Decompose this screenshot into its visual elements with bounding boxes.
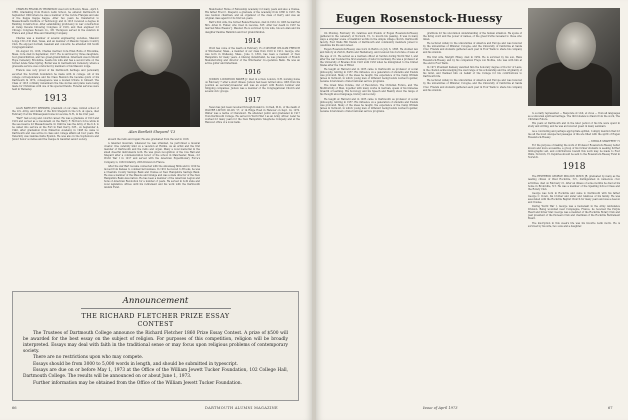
announcement-paragraph: Essays are due on or before May 1, 1973 at the Office of the William Jewett Tucker Foundation, 102 College Hall, Dartmouth College. The results will be announced on or about June 1, 1973. xyxy=(23,368,288,380)
announcement-body xyxy=(13,328,298,387)
article-paragraph: His first wife, Margrit Hüssy, died in 1959. He is survived by his son, Hans Rosenstock-Huessy, and by his companion Freya von Moltke, who was with him at the end in Four Wells. xyxy=(423,55,522,65)
obituary-paragraph: The inscription in this week's life was his favorite Latin motto. He is survived by his wife, two sons and a daughter. xyxy=(528,221,620,228)
right-column-a xyxy=(320,32,418,400)
class-year-1917: 1917 xyxy=(244,96,261,105)
announcement-label: Announcement xyxy=(122,296,189,306)
title-rule xyxy=(320,28,522,29)
article-title: Eugen Rosenstock-Huessy xyxy=(335,12,503,25)
left-column-3 xyxy=(205,8,300,288)
article-signature: — SYBILLE SHAEFFER '71 xyxy=(588,139,620,143)
obituary-paragraph: Charles was a member of several engineering societies, Masonic Lodge 159 of St Paul, Texas, and an member of Masonic Square Country Club. He enjoyed football, baseball and concerts; he attended Old South Congregationalist. xyxy=(12,36,99,49)
announcement-paragraph: Further information may be obtained from the Office of the William Jewett Tucker Foundation. xyxy=(33,380,242,386)
obituary-paragraph: On August 19, 1916, Charles married Cora Ellen Rolfe of Brookline, Mass. Cora died in September, 1917. He is survived by three daughters, four grandchildren, and two great-grandchildren. Interment was in Mount Hope Cemetery, Brookline, beside his wife and has a second wife of, the former Adele Yates Spring. Burial was in Germantown Cemetery, where a graveside service was conducted by members of his Masonic lodge. xyxy=(12,49,99,69)
obituary-paragraph: The REVEREND GEORGE MILLION DOWN JR. graduated by many as the leading citizen of West Rockville, N.Y., distinguished in numerous civic activities, died on February 21. After an illness of some months he died at his home in Bronxville, N.Y. He was a member of the Spalding School Class and the Rotary Club. xyxy=(528,175,620,191)
announcement-paragraph: The Trustees of Dartmouth College announce the Richard Fletcher 1860 Prize Essay Contest. A prize of $500 will be awarded for the best essay on the subject of religion. For purposes of this competition, religion will be broadly interpreted. Essays may deal with faith in the traditional sense or may focus upon religious problems of contemporary society. xyxy=(23,330,288,354)
right-column-b xyxy=(423,32,522,400)
article-paragraph: On Monday, February 26, relatives and friends of Eugen Rosenstock-Huessy gathered in the cemetery of Norwich, Vt., to mourn his passing. It was in many ways a singular scene of manifold worlds in the simple village church. Dartmouth faculty, Four Wells Hill friends of Dartmouth and community members joined to celebrate his life and career. xyxy=(320,32,418,48)
class-year-1913: 1913 xyxy=(44,93,67,104)
obituary-paragraph: During World War I, George was a lieutenant in the Army Ambulance Division. Being wounded near Compiegne, France, he received the Purple Heart and Silver Star. George was a member of the Rockville Rotary Club and past president of the Pioneers Club and chairman of the Rockville Retirement Board. xyxy=(528,205,620,221)
obituary-paragraph: George was born in Rockville and came to Dartmouth with his father George C. Down, his brother and sister and relatives of his family. He was associated with the Rockville Baptist Church for many years and was a deacon and trustee. xyxy=(528,191,620,204)
announcement-title-line-1: THE RICHARD FLETCHER PRIZE ESSAY xyxy=(81,311,230,320)
obituary-paragraph: aboard the radio and repair, He also graduated from the war in 1918. xyxy=(108,138,190,141)
article-paragraph: In 1971 President Kemeny awarded him the honorary degree of Doctor of Laws, in the citation acknowledging the vast range of his scholarship and the originality of his mind, and thanked him on behalf of the College for his contributions to Dartmouth life. xyxy=(423,66,522,79)
obituary-paragraph: After the war Bart became connected with the Amoskeag Mills and in 1919 he moved from Kansas to commercial business. In 1931 he moved to Brooks, he was a Cheshire County Savings Bank and trustee at New Hampshire Savings Bank. He was a member of the Masons and Grange and was a state director of the New Hampshire Bank Association. He has been a member of the American Legion and Sons of American Revolution for a number of years. He served in both state and local legislative offices until his retirement and his work with the Dartmouth Alumni Fund. xyxy=(104,164,200,190)
class-year-1916: 1916 xyxy=(244,67,261,76)
left-page-number: 66 xyxy=(12,406,17,410)
article-paragraph: He lectured widely in the universities of America and Europe and was honored by the universities of Münster, Cologne, and the University of California at Santa Cruz. Friends and students gathered each year in Four Wells to share his company and his wisdom. xyxy=(423,42,522,55)
left-page xyxy=(0,0,312,420)
announcement-paragraph: There are no restrictions upon who may compete. xyxy=(33,355,144,361)
obituary-paragraph: ALAN BARTLETT SHEPARD, president of our class, retired school of the U.S. Army, and father of the first Shepard in the U.S. at space, died February 8 at his Winnesquam home in Laconia, N.H., in his 91st year. xyxy=(12,106,99,116)
obituary-paragraph: Manchester Home of Fellowship Academy for many years and also a trustee. His father Fred C. Shepard, a graduate of the Academy from 1888 to 1967. He was reunion chairman, and an organizer of the class of Derry and was an original class agent for its first ten years. xyxy=(205,8,300,21)
right-page xyxy=(316,0,628,420)
article-paragraph: For the purpose of making the work of Professor Rosenstock-Huessy better known and more accessible, a group of his former students is seeking further bibliographic aid, and contributions toward this work may be made to Four Wells, Norwich, Vt. Inquiries should be sent to the Rosenstock-Huessy Fund in Norwich. xyxy=(528,144,620,160)
obituary-paragraph: "Bart" had a long and colorful career. He was a graduate of 1913 and 1919 and served as a Lieutenant on the Harry F. Horton's force while in the sea reserve for Massachusetts. In 1940 he was the Army of the U.S. to be called into service at the Fort in East Derry, N.H., on September 4, 1940, after graduation from Pinkerton Academy in 1908 he came to Dartmouth and was active in class and college affairs all four years. His fraternity was Gamma Delta Epsilon. He was also in the Sophomore and Junior honor societies and the Casque & Gauntlet senior society. xyxy=(12,117,99,142)
class-year-1918: 1918 xyxy=(562,162,586,173)
article-paragraph: He lectured widely in the universities of America and Europe and was honored by the universities of Münster, Cologne, and the University of California at Santa Cruz. Friends and students gathered each year in Four Wells to share his company and his wisdom. xyxy=(423,79,522,92)
obituary-paragraph: JUDSON LOCKWOOD BAKER Jr. died in a New London, N.H. nursing home on February 7 after a short illness. Judson had been retired since 1963 from his position as secretary-treasurer and was an expert with Boston Lumber and Shipping companies. Judson was a member of the Congregational Church and several civic groups. xyxy=(205,77,300,94)
obituary-paragraph: CHARLES FRANKLIN THOMPSON was born in Boston, Mass., April 3, 1889. Graduating from Boston Latin School, he entered Dartmouth in September 1909 where he was a member of the Cercle Français and also of the Kappa Kappa Kappa. After two years he transferred to Massachusetts Institute of Technology and in 1913 received a degree in Building Construction. After establishing proficiency in war construction at Camp Devens following Congress of 1916, and then engineer for Chicago Congress Bowers Co., Mr. Thompson served in the aviation in France and joined Wise and Smelting Company. xyxy=(12,8,99,36)
announcement-box xyxy=(12,291,299,401)
article-paragraph: As a concluding and perhaps appropriate epithet, I simply mention that for me all the most unexpected passages of life are filled with the spirit of Eugen Rosenstock-Huessy. xyxy=(528,129,620,139)
portrait-photo-rosenstock-huessy xyxy=(528,8,620,106)
article-paragraph: The Great Sites Volume, Out of Revolution, The Christian Future, and The Multiformity of Man, together with many works in German, speak of his immense breadth of learning. His Sociology and his Speech and Reality show the range of his thought about language, history and society. xyxy=(320,84,418,97)
photo-caption: Alan Bartlett Shepard '13 xyxy=(128,130,176,134)
right-column-c xyxy=(528,112,620,400)
class-year-1914: 1914 xyxy=(244,36,261,45)
obituary-paragraph: Francis was very proud of his Dartmouth heritage and personally escorted the Scottish foundation he made with in college. All of his college correspondence and his Class Reunion file became quick of his Dartmouth In 1972, consequence was a modest tribute to himself. The Class of 1913 cordially remembers the fine stories and plans were being made for Christmas with one of his special friends. Funeral services were held in Wellesley. xyxy=(12,69,99,91)
article-paragraph: gratitude for his uncommon understanding of the human situation. He spoke of the living word and the power of names, of the great truths revealed to those who listen. xyxy=(423,32,522,42)
obituary-paragraph: News has just been received through Donald G. Cornell, M.D., of the death of WALTER LISTON LILLIS '17, of 14 Ridge Road in Hanover on Sept. 14, 1972. Walter was a native of Claremont. He attended public and graduated in 1917 from Dartmouth College. He served in World War I as an Army officer. Later he worked for many years for the New Hampshire Telephone Company and at the Hanover office of a local bank. xyxy=(205,106,300,125)
obituary-paragraph: A talented musician, whenever he was stranded, he performed a musical creator. One carefully kind on a vacation at Rollins. As an artist and the first member of Dartmouth and the radio and organ. Many a local memorial in the small cheerful instruments both. He was given recognition of the role Hall and Shepard after a commemoration honor of the school in Manchester, Mass., for World War I in 1917 and served with the American Expeditionary Force's Company G, 103rd Infantry, 26th Division in France. xyxy=(104,142,200,164)
announcement-divider xyxy=(81,308,231,309)
right-footer-issue: Issue of April 1973 xyxy=(423,406,458,410)
left-footer-magazine: DARTMOUTH ALUMNI MAGAZINE xyxy=(205,406,278,410)
obituary-paragraph: Bart's first wife, the former Renza Emerson, died in 1961. In 1963 he married Mrs. Arlen D. Fisher, who lived in Laconia, N.H. After her death in 1967 he married Miss Eleanor J. Mauder. He is survived by his wife, his son Alan and his daughter Pauline Hamilton and four grandchildren. xyxy=(205,21,300,34)
article-paragraph: to socially represented — Responde ut vivit, et vives — from all languages as a universal spiritual heritage. The third stanza is drawn from the work, The Christian Future. xyxy=(528,112,620,122)
left-column-1 xyxy=(12,8,99,288)
left-column-2 xyxy=(104,138,200,288)
article-paragraph: He taught at Harvard and in 1935 came to Dartmouth as professor of social philosophy, retiring in 1957. His influence on a generation of students and friends was profound. Many of the ideas he taught, the experience of the Camp William James in Vermont, in which young men of different backgrounds worked together, became forerunners of later national service programs. xyxy=(320,67,418,84)
obituary-paragraph: Word has come of the death on February 15 of GEORGE WILLIAM FRENCH of Winchester, Mass., a member of our class from 1910 to 1912. George, who was born in Wellesley, Mass., June 3, 1891, has been a resident of New Hampshire for many years. A lifelong industrialist, he was president of French Manufacturing and director of the Winchester Co-operative Bank. He was an active golfer and fisherman. xyxy=(205,46,300,65)
announcement-paragraph: Essays should be from 3000 to 5,000 words in length, and should be submitted in typescript. xyxy=(33,361,238,367)
portrait-photo-shepard xyxy=(104,9,200,127)
announcement-title-line-2: CONTEST xyxy=(137,319,174,328)
article-paragraph: Eugen Rosenstock-Huessy was born in Berlin on July 6, 1888. He studied law and history at Zurich, Berlin and Heidelberg, and received his doctorate of laws at the age of 21. He served as a German officer at Verdun during World War I, and after the war founded the first academy of labor in Germany. He was a professor at the University of Breslau from 1923 until 1933 when he immigrated to the United States after the rise of Hitler. xyxy=(320,48,418,67)
article-paragraph: His years at Dartmouth and in the later period of his life were spent in study and writing, and he was an honored guest in many seminars. xyxy=(528,122,620,129)
article-paragraph: He taught at Harvard and in 1935 came to Dartmouth as professor of social philosophy, retiring in 1957. His influence on a generation of students and friends was profound. Many of the ideas he taught, the experience of the Camp William James in Vermont, in which young men of different backgrounds worked together, became forerunners of later national service programs. xyxy=(320,97,418,113)
right-page-number: 67 xyxy=(608,406,613,410)
